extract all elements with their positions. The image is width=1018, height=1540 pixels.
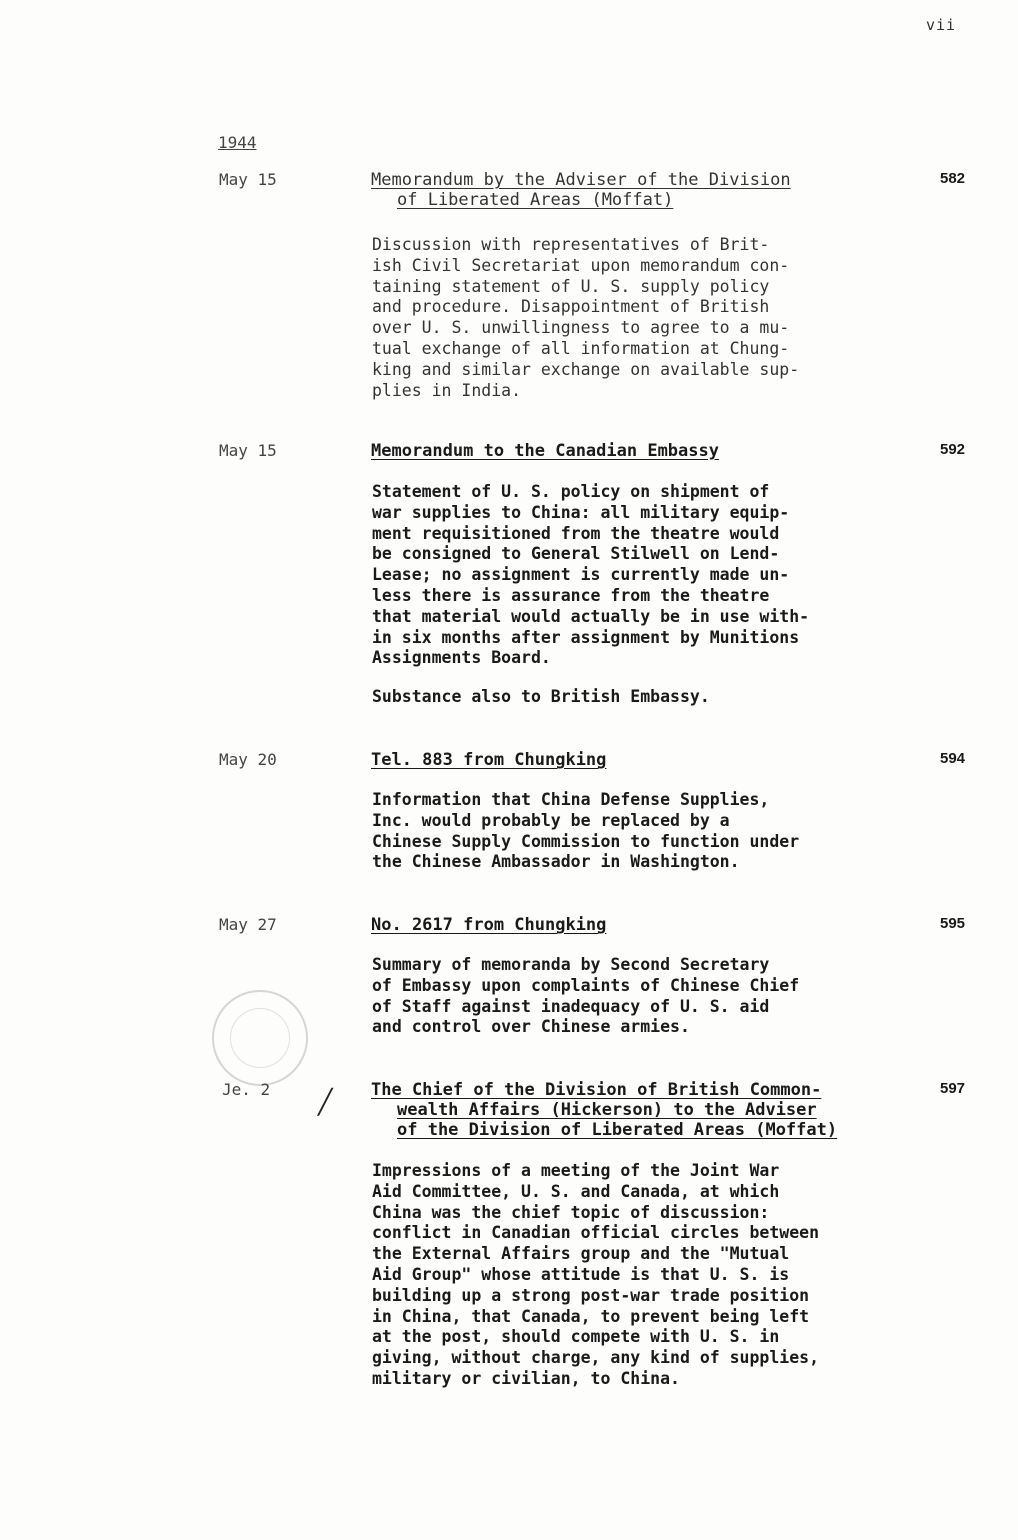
summary-line: less there is assurance from the theatre — [372, 585, 770, 605]
summary-line: over U. S. unwillingness to agree to a mu- — [372, 318, 790, 338]
entry-title-line: No. 2617 from Chungking — [371, 915, 607, 935]
entry-summary — [372, 1161, 952, 1390]
summary-line: Summary of memoranda by Second Secretary — [372, 955, 770, 974]
summary-line: military or civilian, to China. — [372, 1368, 680, 1388]
entry-title-line: of Liberated Areas (Moffat) — [397, 190, 674, 210]
summary-line: Inc. would probably be replaced by a — [372, 810, 730, 830]
summary-line: that material would actually be in use with- — [372, 606, 810, 626]
entry-title — [371, 915, 931, 935]
summary-line: China was the chief topic of discussion: — [372, 1202, 770, 1222]
entry-title — [371, 441, 931, 461]
entry-date: May 15 — [219, 170, 277, 189]
summary-line: in six months after assignment by Munitions — [372, 627, 800, 647]
summary-line: ment requisitioned from the theatre would — [372, 523, 780, 543]
summary-line: Chinese Supply Commission to function under — [372, 831, 800, 851]
entry-date: Je. 2 — [222, 1080, 271, 1099]
summary-line: Information that China Defense Supplies, — [372, 790, 770, 809]
entry-date: May 20 — [219, 750, 277, 769]
entry-title-line: Memorandum to the Canadian Embassy — [371, 441, 719, 461]
entry-date: May 27 — [219, 915, 277, 934]
summary-line: giving, without charge, any kind of supplies, — [372, 1348, 820, 1368]
entry-title — [371, 750, 931, 770]
summary-line: the External Affairs group and the "Mutual — [372, 1244, 790, 1264]
page-number: vii — [926, 16, 957, 34]
entry-page-number: 595 — [940, 915, 966, 932]
entry-page-number: 594 — [940, 750, 966, 767]
entry-date: May 15 — [219, 441, 277, 460]
entry-page-number: 597 — [940, 1080, 966, 1097]
summary-line: taining statement of U. S. supply policy — [372, 276, 770, 296]
entry-note: Substance also to British Embassy. — [372, 687, 710, 706]
summary-line: ish Civil Secretariat upon memorandum con- — [372, 255, 790, 275]
summary-line: Impressions of a meeting of the Joint War — [372, 1161, 780, 1180]
entry-summary — [372, 235, 952, 401]
summary-line: Assignments Board. — [372, 648, 551, 668]
summary-line: building up a strong post-war trade position — [372, 1285, 810, 1305]
entry-title-line: Memorandum by the Adviser of the Division — [371, 170, 791, 190]
summary-line: plies in India. — [372, 380, 522, 400]
summary-line: the Chinese Ambassador in Washington. — [372, 852, 740, 872]
summary-line: and control over Chinese armies. — [372, 1017, 690, 1037]
year-heading: 1944 — [218, 133, 257, 152]
entry-summary — [372, 955, 952, 1038]
summary-line: Aid Group" whose attitude is that U. S. is — [372, 1264, 790, 1284]
summary-line: conflict in Canadian official circles between — [372, 1223, 820, 1243]
summary-line: king and similar exchange on available sup- — [372, 359, 800, 379]
summary-line: war supplies to China: all military equip- — [372, 502, 790, 522]
summary-line: of Staff against inadequacy of U. S. aid — [372, 996, 770, 1016]
entry-title — [371, 1080, 931, 1140]
summary-line: and procedure. Disappointment of British — [372, 297, 770, 317]
entry-summary — [372, 790, 952, 873]
pencil-mark: ╱ — [318, 1088, 333, 1116]
entry-title-line: Tel. 883 from Chungking — [371, 750, 607, 770]
summary-line: Aid Committee, U. S. and Canada, at which — [372, 1181, 780, 1201]
entry-title-line: of the Division of Liberated Areas (Moffat) — [397, 1120, 838, 1140]
summary-line: at the post, should compete with U. S. in — [372, 1327, 780, 1347]
entry-title-line: wealth Affairs (Hickerson) to the Adviser — [397, 1100, 817, 1120]
summary-line: Lease; no assignment is currently made un- — [372, 565, 790, 585]
entry-page-number: 582 — [940, 170, 966, 187]
summary-line: be consigned to General Stilwell on Lend- — [372, 544, 780, 564]
summary-line: Statement of U. S. policy on shipment of — [372, 482, 770, 501]
summary-line: in China, that Canada, to prevent being left — [372, 1306, 810, 1326]
entry-title — [371, 170, 931, 210]
entry-page-number: 592 — [940, 441, 966, 458]
entry-title-line: The Chief of the Division of British Common- — [371, 1080, 822, 1100]
entry-summary — [372, 482, 952, 669]
library-stamp — [212, 990, 308, 1086]
summary-line: tual exchange of all information at Chung- — [372, 338, 790, 358]
summary-line: of Embassy upon complaints of Chinese Chief — [372, 975, 800, 995]
summary-line: Discussion with representatives of Brit- — [372, 235, 770, 254]
